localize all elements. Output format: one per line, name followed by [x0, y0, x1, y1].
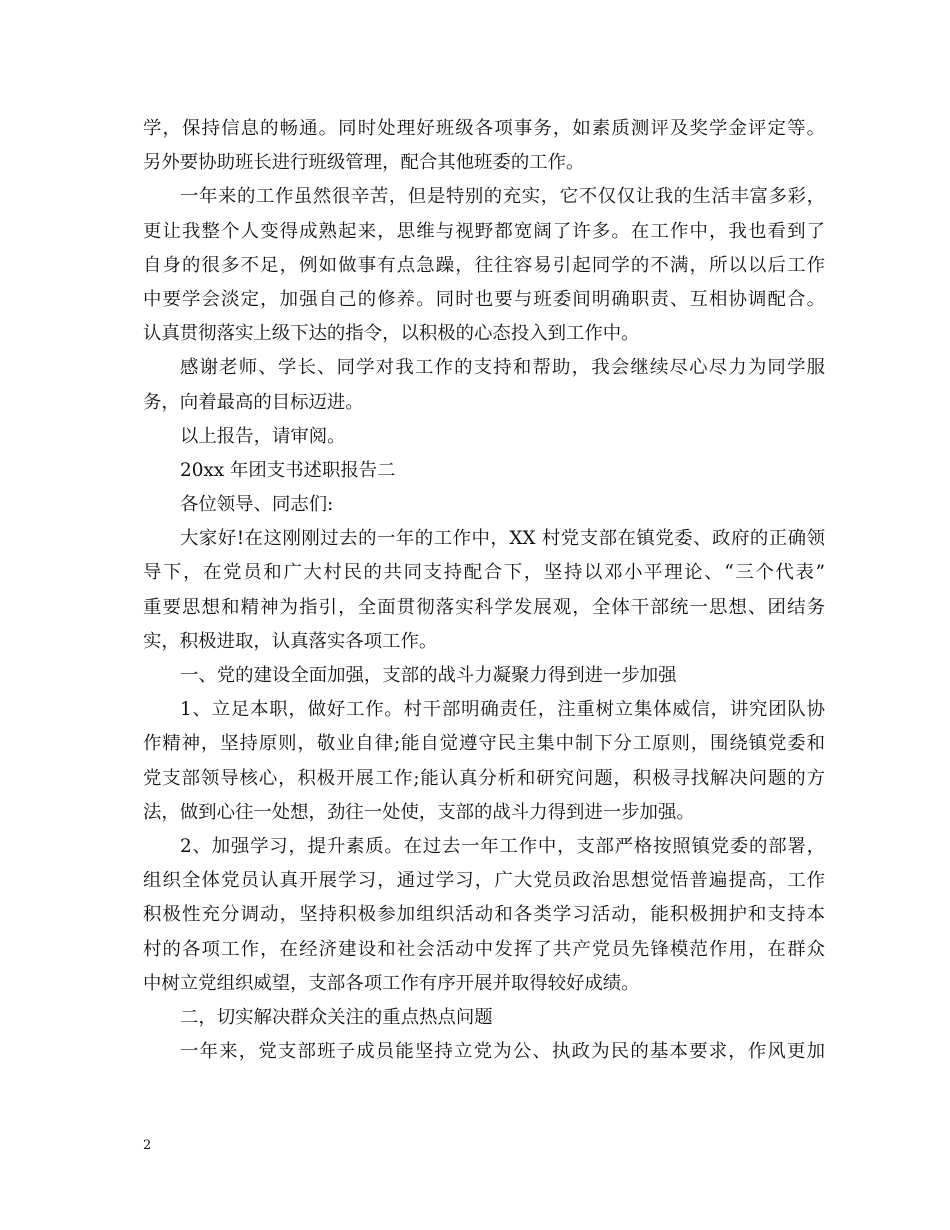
salutation: 各位领导、同志们:	[180, 494, 334, 516]
text-line: 导下，在党员和广大村民的共同支持配合下，坚持以邓小平理论、“三个代表”	[143, 562, 825, 584]
document-body	[143, 112, 825, 1069]
text-line: 以上报告，请审阅。	[180, 425, 346, 447]
text-line: 另外要协助班长进行班级管理，配合其他班委的工作。	[143, 152, 585, 174]
text-line: 1、立足本职，做好工作。村干部明确责任，注重树立集体威信，讲究团队协	[180, 699, 825, 721]
text-line: 更让我整个人变得成熟起来，思维与视野都宽阔了许多。在工作中，我也看到了	[143, 220, 825, 242]
page-number: 2	[143, 1138, 152, 1153]
text-line: 重要思想和精神为指引，全面贯彻落实科学发展观，全体干部统一思想、团结务	[143, 596, 825, 618]
section-heading: 20xx 年团支书述职报告二	[180, 459, 396, 481]
text-line: 2、加强学习，提升素质。在过去一年工作中，支部严格按照镇党委的部署，	[180, 835, 825, 857]
text-line: 村的各项工作，在经济建设和社会活动中发挥了共产党员先锋模范作用，在群众	[143, 938, 825, 960]
text-line: 组织全体党员认真开展学习，通过学习，广大党员政治思想觉悟普遍提高，工作	[143, 870, 825, 892]
text-line: 法，做到心往一处想，劲往一处使，支部的战斗力得到进一步加强。	[143, 801, 695, 823]
text-line: 大家好!在这刚刚过去的一年的工作中，XX 村党支部在镇党委、政府的正确领	[180, 528, 825, 550]
text-line: 党支部领导核心，积极开展工作;能认真分析和研究问题，积极寻找解决问题的方	[143, 767, 825, 789]
section-heading: 一、党的建设全面加强，支部的战斗力凝聚力得到进一步加强	[180, 665, 677, 686]
text-line: 中树立党组织威望，支部各项工作有序开展并取得较好成绩。	[143, 972, 640, 994]
text-line: 中要学会淡定，加强自己的修养。同时也要与班委间明确职责、互相协调配合。	[143, 288, 825, 310]
text-line: 实，积极进取，认真落实各项工作。	[143, 630, 438, 652]
text-line: 一年来，党支部班子成员能坚持立党为公、执政为民的基本要求，作风更加	[180, 1041, 825, 1063]
text-line: 积极性充分调动，坚持积极参加组织活动和各类学习活动，能积极拥护和支持本	[143, 904, 825, 926]
text-line: 自身的很多不足，例如做事有点急躁，往往容易引起同学的不满，所以以后工作	[143, 254, 825, 276]
text-line: 学，保持信息的畅通。同时处理好班级各项事务，如素质测评及奖学金评定等。	[143, 118, 825, 139]
text-line: 务，向着最高的目标迈进。	[143, 391, 364, 413]
text-line: 感谢老师、学长、同学对我工作的支持和帮助，我会继续尽心尽力为同学服	[180, 357, 825, 379]
text-line: 作精神，坚持原则，敬业自律;能自觉遵守民主集中制下分工原则，围绕镇党委和	[143, 733, 825, 755]
section-heading: 二，切实解决群众关注的重点热点问题	[180, 1006, 493, 1028]
text-line: 认真贯彻落实上级下达的指令，以积极的心态投入到工作中。	[143, 323, 640, 345]
text-line: 一年来的工作虽然很辛苦，但是特别的充实，它不仅仅让我的生活丰富多彩，	[180, 186, 825, 208]
